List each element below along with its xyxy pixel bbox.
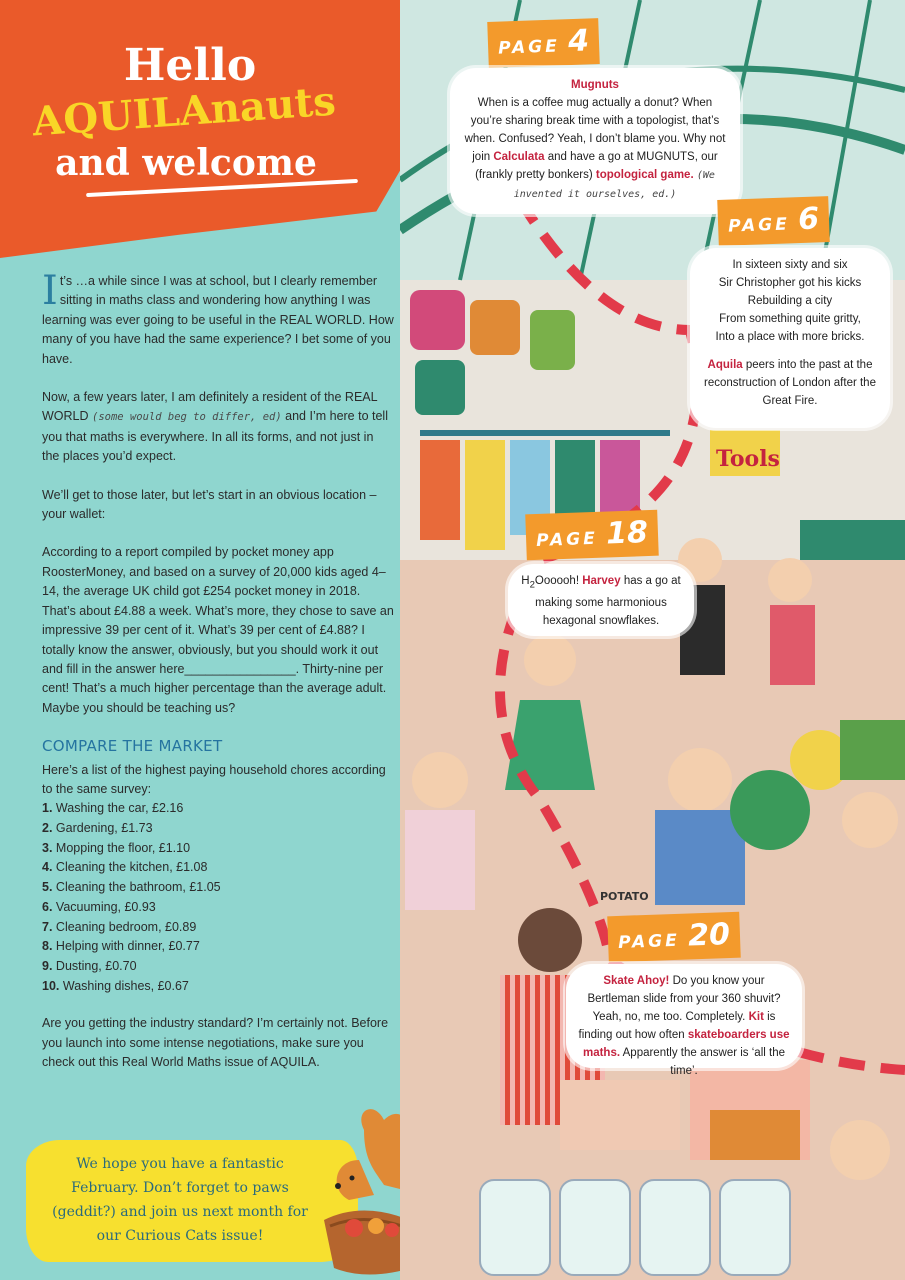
list-item-number: 10. [42,978,60,993]
closing-line-2: February. Don’t forget to paws [71,1180,289,1196]
page-tag-20 [607,912,740,963]
callout-highlight: Skate Ahoy! [603,975,670,987]
page-tag-number: 18 [605,515,649,552]
list-item-text: Washing the car, £2.16 [55,801,184,816]
editor-aside: (some would beg to differ, ed) [92,411,282,424]
subscript: 2 [529,579,535,591]
callout-text: and have a go at MUGNUTS, our (frankly pretty bonkers) [475,151,718,181]
list-item [42,878,394,898]
tools-sign: Tools [716,446,780,472]
title-hello: Hello [123,40,257,91]
callout-text: When is a coffee mug actually a donut? When you’re sharing break time with a topologist, that’s when. Confused? Yeah, I don’t blame you. Why not join [464,97,726,163]
verse-line: From something quite gritty, [719,313,861,325]
list-item [42,799,394,819]
list-item-number: 3. [42,840,53,855]
callout-page-6 [690,248,890,428]
callout-title: Mugnuts [571,79,619,91]
list-item-number: 6. [42,899,53,914]
callout-text: peers into the past at the reconstruction of London after the Great Fire. [704,359,876,407]
page-tag-4 [487,18,600,68]
callout-text: has a go at making some harmonious hexagonal snowflakes. [535,575,681,628]
paragraph-intro-text: t’s …a while since I was at school, but I clearly remember sitting in maths class and wondering how anything I was learning was ever going to be useful in the REAL WORLD. How many of you have had the same experience? I bet some of you have. [42,274,394,366]
list-item-number: 1. [42,801,53,816]
title-welcome: and welcome [55,142,317,184]
callout-page-18 [508,564,694,636]
list-item-text: Cleaning bedroom, £0.89 [55,919,197,934]
list-item [42,937,394,957]
chores-list [42,799,394,996]
list-item [42,957,394,977]
list-item-number: 7. [42,919,53,934]
callout-text: is finding out how often [578,1011,776,1041]
list-item-number: 5. [42,880,53,895]
callout-highlight: topological game. [595,169,694,181]
callout-text: Oooooh! [534,575,580,587]
callout-highlight: skateboarders use maths. [582,1029,790,1059]
paragraph-real-world-a: Now, a few years later, I am definitely a resident of the REAL WORLD [42,390,378,424]
page-tag-number: 4 [567,23,590,60]
list-item-text: Cleaning the bathroom, £1.05 [55,880,221,895]
callout-highlight: Calculata [493,151,545,163]
list-item-text: Mopping the floor, £1.10 [55,840,191,855]
list-item-number: 8. [42,939,53,954]
callout-text: H [521,575,530,587]
compare-heading: COMPARE THE MARKET [42,737,223,756]
callout-page-4 [450,68,740,214]
list-item [42,839,394,859]
callout-highlight: Harvey [582,575,621,587]
list-item-text: Gardening, £1.73 [55,821,153,836]
market-illustration [400,0,905,1280]
closing-line-3: (geddit?) and join us next month for [52,1204,308,1220]
callout-text: Do you know your Bertleman slide from your 360 shuvit? Yeah, no, me too. Completely. [587,975,781,1023]
callout-text: Apparently the answer is ‘all the time’. [622,1047,785,1077]
paragraph-intro [42,268,394,369]
editor-aside: (We invented it ourselves, ed.) [513,170,715,200]
paragraph-closing: Are you getting the industry standard? I’m certainly not. Before you launch into some intense negotiations, make sure you check out this Real World Maths issue of AQUILA. [42,1016,389,1070]
list-item-text: Helping with dinner, £0.77 [55,939,200,954]
page-tag-number: 6 [797,201,820,238]
closing-line-1: We hope you have a fantastic [76,1156,284,1172]
callout-highlight: Kit [748,1011,764,1023]
list-item [42,898,394,918]
paragraph-wallet: We’ll get to those later, but let’s start in an obvious location – your wallet: [42,487,377,522]
callout-page-20 [566,964,802,1077]
page-tag-number: 20 [687,917,731,954]
list-item-number: 9. [42,958,53,973]
list-item-text: Washing dishes, £0.67 [62,978,189,993]
paragraph-real-world [42,388,394,467]
list-item [42,858,394,878]
editorial-article [42,268,394,1092]
page-tag-18 [525,510,658,561]
verse-line: Rebuilding a city [747,295,833,307]
list-item [42,918,394,938]
page-tag-word: PAGE [617,930,681,953]
paragraph-pocket-money: According to a report compiled by pocket money app RoosterMoney, and based on a survey of 20,000 kids aged 4–14, the average UK child got £254 pocket money in 2018. That’s about £4.88 a week. What’s more, they chose to save an impressive 39 per cent of it. What’s 39 per cent of £4.88? I totally know the answer, obviously, but you should work it out and fill in the answer here________________. Thirty-nine per cent! That’s a much higher percentage than the average adult. Maybe you should be teaching us? [42,545,394,715]
list-item-number: 4. [42,860,53,875]
title-aquilanauts: AQUILAnauts [30,77,338,146]
closing-bubble-text [30,1152,330,1248]
list-item-text: Cleaning the kitchen, £1.08 [55,860,208,875]
page-tag-word: PAGE [727,214,791,237]
drop-cap: I [42,268,58,314]
verse-line: Sir Christopher got his kicks [718,277,862,289]
list-item [42,819,394,839]
page-tag-6 [717,196,830,246]
verse-line: Into a place with more bricks. [715,331,865,343]
page-tag-word: PAGE [535,528,599,551]
closing-line-4: our Curious Cats issue! [96,1228,264,1244]
compare-intro: Here’s a list of the highest paying household chores according to the same survey: [42,762,386,796]
list-item-text: Dusting, £0.70 [55,958,137,973]
verse-line: In sixteen sixty and six [732,259,848,271]
list-item-number: 2. [42,821,53,836]
list-item-text: Vacuuming, £0.93 [55,899,156,914]
page-tag-word: PAGE [497,36,561,59]
callout-highlight: Aquila [707,359,743,371]
list-item [42,977,394,997]
paragraph-real-world-b: and I’m here to tell you that maths is everywhere. In all its forms, and not just in the places you’d expect. [42,409,388,464]
potato-sign: POTATO [600,890,649,903]
